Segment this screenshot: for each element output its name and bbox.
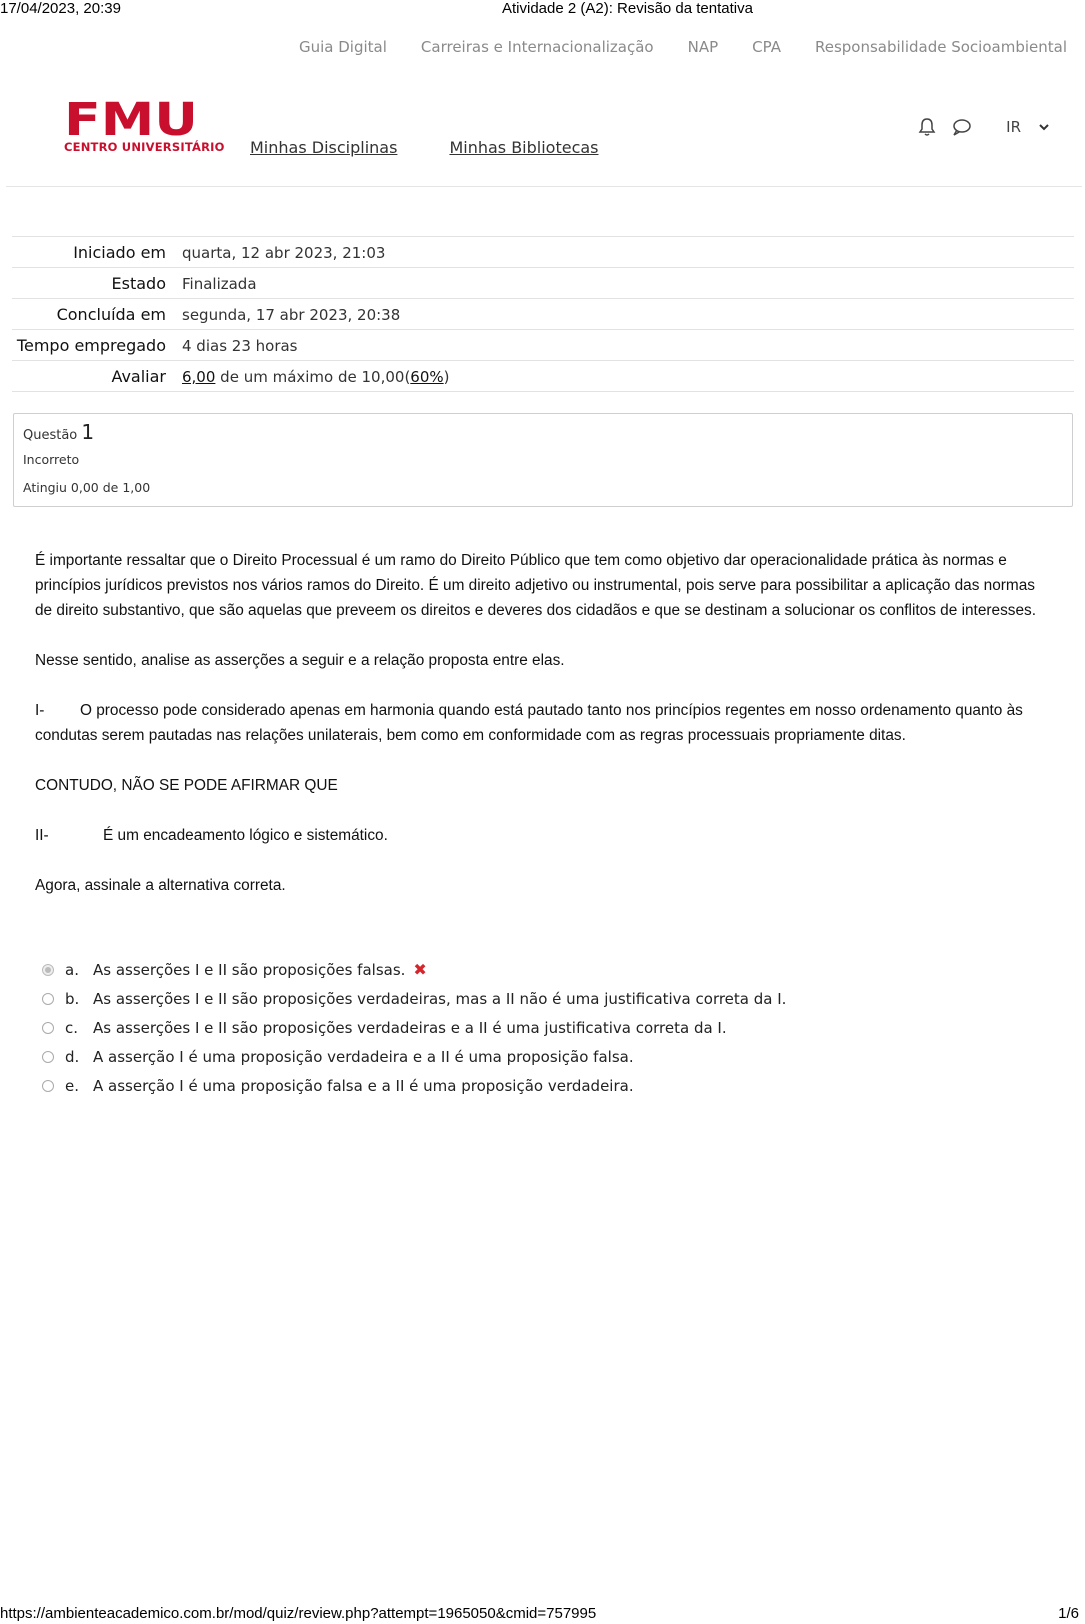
top-link-cpa[interactable]: CPA bbox=[752, 38, 781, 56]
question-number bbox=[23, 420, 94, 444]
summary-value: 4 dias 23 horas bbox=[182, 337, 298, 355]
radio-button[interactable] bbox=[42, 1022, 54, 1034]
grade-end: ) bbox=[443, 368, 450, 386]
summary-row-state bbox=[12, 267, 1074, 298]
assertion-1-label: I- bbox=[35, 702, 45, 719]
assertion-1-text: O processo pode considerado apenas em harmonia quando está pautado tanto nos princípios regentes em nosso ordenamento quanto às condutas serem pautadas nas relações unilaterais, bem como em conformidade com as regras processuais propriamente ditas. bbox=[35, 702, 1023, 744]
summary-label: Tempo empregado bbox=[16, 336, 166, 355]
chevron-down-icon[interactable] bbox=[1033, 116, 1055, 138]
main-nav bbox=[250, 138, 599, 157]
grade-score: 6,00 bbox=[182, 368, 216, 386]
print-date: 17/04/2023, 20:39 bbox=[0, 0, 121, 17]
bell-icon[interactable] bbox=[916, 116, 938, 138]
grade-percent: 60% bbox=[410, 368, 444, 386]
radio-button[interactable] bbox=[42, 1080, 54, 1092]
print-footer bbox=[0, 1604, 1085, 1624]
summary-value: Finalizada bbox=[182, 275, 257, 293]
print-url: https://ambienteacademico.com.br/mod/quiz/review.php?attempt=1965050&cmid=757995 bbox=[0, 1605, 597, 1622]
option-text: As asserções I e II são proposições falsas. bbox=[93, 960, 406, 979]
nav-minhas-disciplinas[interactable]: Minhas Disciplinas bbox=[250, 138, 398, 157]
summary-row-started bbox=[12, 236, 1074, 267]
logo-subtitle: CENTRO UNIVERSITÁRIO bbox=[64, 140, 225, 154]
attempt-summary bbox=[12, 236, 1074, 392]
question-info-box bbox=[13, 413, 1073, 507]
answer-option-c[interactable] bbox=[42, 1013, 786, 1042]
header-divider bbox=[6, 186, 1082, 187]
question-text bbox=[35, 548, 1055, 923]
answer-option-a[interactable] bbox=[42, 955, 786, 984]
assertion-connector: CONTUDO, NÃO SE PODE AFIRMAR QUE bbox=[35, 777, 338, 794]
answer-options bbox=[42, 955, 786, 1100]
grade-middle: de um máximo de 10,00( bbox=[215, 368, 411, 386]
nav-minhas-bibliotecas[interactable]: Minhas Bibliotecas bbox=[449, 138, 599, 157]
question-prompt: Agora, assinale a alternativa correta. bbox=[35, 877, 286, 894]
question-grade: Atingiu 0,00 de 1,00 bbox=[23, 480, 151, 495]
summary-value: segunda, 17 abr 2023, 20:38 bbox=[182, 306, 401, 324]
summary-row-time-taken bbox=[12, 329, 1074, 360]
top-links bbox=[299, 38, 1067, 56]
summary-row-grade bbox=[12, 360, 1074, 392]
chat-icon[interactable] bbox=[950, 116, 972, 138]
answer-option-d[interactable] bbox=[42, 1042, 786, 1071]
answer-option-b[interactable] bbox=[42, 984, 786, 1013]
summary-label: Estado bbox=[111, 274, 166, 293]
radio-button[interactable] bbox=[42, 964, 54, 976]
fmu-logo-icon bbox=[64, 98, 200, 138]
user-initials[interactable]: IR bbox=[1006, 118, 1021, 136]
question-number-value: 1 bbox=[81, 420, 95, 444]
question-prefix: Questão bbox=[23, 428, 78, 443]
print-page-number: 1/6 bbox=[1058, 1605, 1079, 1622]
top-link-carreiras[interactable]: Carreiras e Internacionalização bbox=[420, 38, 654, 56]
summary-label: Avaliar bbox=[111, 367, 166, 386]
incorrect-icon: ✖ bbox=[413, 960, 427, 979]
assertion-2-text: É um encadeamento lógico e sistemático. bbox=[103, 827, 388, 844]
user-area bbox=[916, 116, 1055, 138]
summary-label: Concluída em bbox=[56, 305, 166, 324]
option-text: As asserções I e II são proposições verdadeiras e a II é uma justificativa correta da I. bbox=[93, 1018, 727, 1037]
answer-option-e[interactable] bbox=[42, 1071, 786, 1100]
question-paragraph: Nesse sentido, analise as asserções a seguir e a relação proposta entre elas. bbox=[35, 652, 565, 669]
summary-row-completed bbox=[12, 298, 1074, 329]
assertion-2-label: II- bbox=[35, 827, 49, 844]
radio-button[interactable] bbox=[42, 993, 54, 1005]
option-letter: d. bbox=[65, 1047, 80, 1066]
top-link-responsabilidade[interactable]: Responsabilidade Socioambiental bbox=[814, 38, 1067, 56]
option-letter: e. bbox=[65, 1076, 79, 1095]
brand-logo[interactable] bbox=[64, 98, 225, 154]
top-link-guia-digital[interactable]: Guia Digital bbox=[299, 38, 387, 56]
option-letter: a. bbox=[65, 960, 79, 979]
summary-label: Iniciado em bbox=[73, 243, 166, 262]
question-state: Incorreto bbox=[23, 452, 80, 467]
question-paragraph: É importante ressaltar que o Direito Processual é um ramo do Direito Público que tem como objetivo dar operacionalidade prática às normas e princípios jurídicos previstos nos vários ramos do Direito. É um direito adjetivo ou instrumental, pois serve para possibilitar a aplicação das normas de direito substantivo, que são aquelas que preveem os direitos e deveres dos cidadãos e que se destinam a solucionar os conflitos de interesses. bbox=[35, 552, 1036, 619]
radio-button[interactable] bbox=[42, 1051, 54, 1063]
option-letter: c. bbox=[65, 1018, 79, 1037]
summary-value: quarta, 12 abr 2023, 21:03 bbox=[182, 244, 386, 262]
assertion-1 bbox=[35, 698, 1055, 748]
option-text: A asserção I é uma proposição falsa e a II é uma proposição verdadeira. bbox=[93, 1076, 634, 1095]
logo-text: FMU bbox=[64, 98, 198, 138]
option-letter: b. bbox=[65, 989, 80, 1008]
top-link-nap[interactable]: NAP bbox=[687, 38, 719, 56]
print-title: Atividade 2 (A2): Revisão da tentativa bbox=[502, 0, 753, 17]
print-header bbox=[0, 0, 1085, 18]
option-text: As asserções I e II são proposições verdadeiras, mas a II não é uma justificativa correta da I. bbox=[93, 989, 787, 1008]
assertion-2 bbox=[35, 823, 1055, 848]
summary-grade-value bbox=[182, 361, 450, 391]
option-text: A asserção I é uma proposição verdadeira e a II é uma proposição falsa. bbox=[93, 1047, 634, 1066]
